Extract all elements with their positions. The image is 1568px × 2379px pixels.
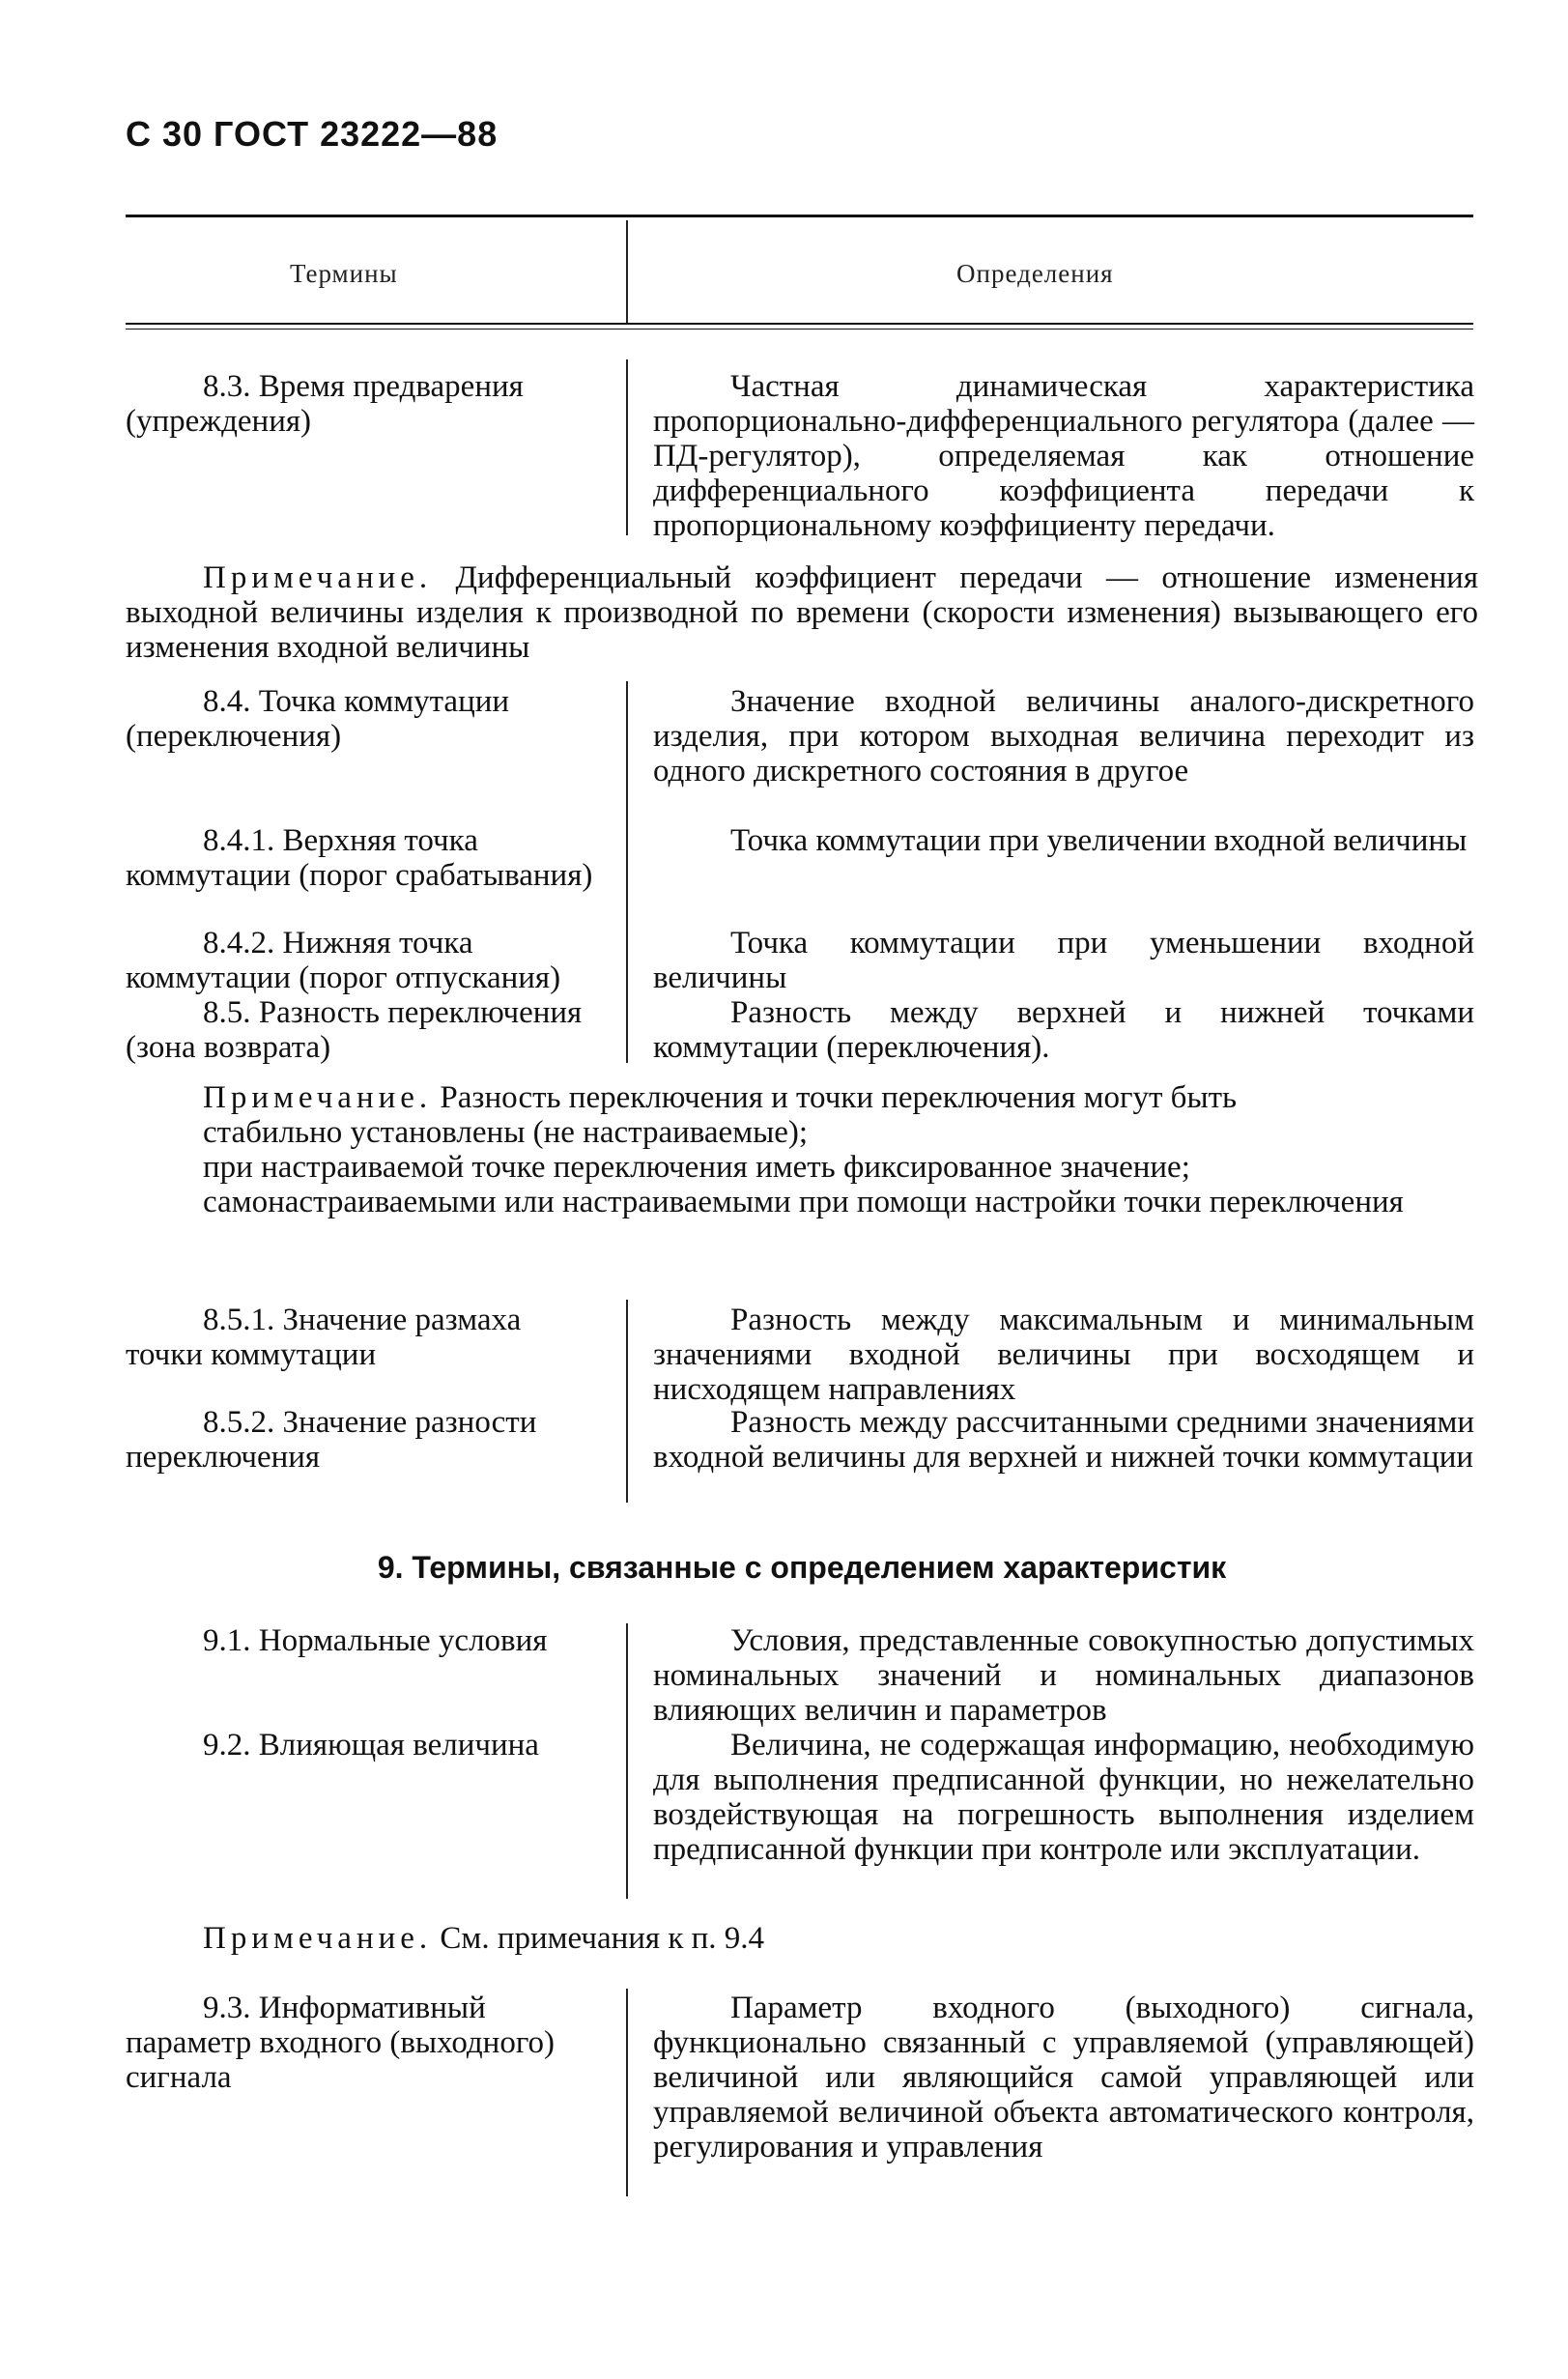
note-switching-difference — [126, 1080, 1478, 1219]
term-8-4: 8.4. Точка коммутации (переключения) — [126, 684, 510, 754]
definition-9-3: Параметр входного (выходного) сигнала, функционально связанный с управляемой (управляющей) величиной или являющийся самой управляющей или управляемой величиной объекта автоматического контроля, регулирования и управления — [653, 1991, 1474, 2164]
column-divider — [626, 359, 628, 535]
definition-8-5-2: Разность между рассчитанными средними значениями входной величины для верхней и нижней точки коммутации — [653, 1405, 1474, 1475]
definition-8-5: Разность между верхней и нижней точками коммутации (переключения). — [653, 995, 1474, 1065]
note-line: при настраиваемой точке переключения иметь фиксированное значение; — [203, 1150, 1190, 1185]
term-8-5: 8.5. Разность переключения (зона возврата) — [126, 995, 583, 1065]
column-divider — [626, 1989, 628, 2196]
column-divider — [626, 681, 628, 1063]
note-label: Примечание. — [203, 560, 433, 595]
definition-9-1: Условия, представленные совокупностью допустимых номинальных значений и номинальных диапазонов влияющих величин и параметров — [653, 1623, 1474, 1728]
definition-8-3: Частная динамическая характеристика пропорционально-дифференциального регулятора (далее — ПД-регулятор), определяемая как отношение дифференциального коэффициента передачи к пропорциональному коэффициенту передачи. — [653, 369, 1474, 543]
note-label: Примечание. — [203, 1080, 433, 1115]
note-differential-coefficient — [126, 560, 1478, 665]
note-text: Дифференциальный коэффициент передачи — отношение изменения выходной величины изделия к производной по времени (скорости изменения) вызывающего его изменения входной величины — [126, 560, 1478, 665]
term-9-2: 9.2. Влияющая величина — [203, 1728, 539, 1763]
definition-8-5-1: Разность между максимальным и минимальным значениями входной величины при восходящем и нисходящем направлениях — [653, 1303, 1474, 1407]
note-line: самонастраиваемыми или настраиваемыми при помощи настройки точки переключения — [203, 1185, 1404, 1219]
column-divider — [626, 1623, 628, 1899]
column-header-definitions: Определения — [956, 259, 1114, 288]
header-rule-2 — [126, 329, 1473, 330]
definition-9-2: Величина, не содержащая информацию, необходимую для выполнения предписанной функции, но нежелательно воздействующая на погрешность выполнения изделием предписанной функции при контроле или эксплуатации. — [653, 1728, 1474, 1867]
header-column-divider — [626, 220, 628, 323]
note-text: См. примечания к п. 9.4 — [432, 1921, 765, 1956]
column-header-terms: Термины — [290, 259, 398, 288]
term-8-4-2: 8.4.2. Нижняя точка коммутации (порог отпускания) — [126, 926, 561, 995]
note-label: Примечание. — [203, 1921, 433, 1956]
term-8-3: 8.3. Время предварения (упреждения) — [126, 369, 524, 439]
running-header: С 30 ГОСТ 23222—88 — [126, 114, 499, 154]
term-9-3: 9.3. Информативный параметр входного (выходного) сигнала — [126, 1991, 556, 2095]
term-9-1: 9.1. Нормальные условия — [203, 1623, 548, 1658]
term-8-5-2: 8.5.2. Значение разности переключения — [126, 1405, 537, 1475]
column-divider — [626, 1300, 628, 1503]
note-see-9-4 — [126, 1921, 1478, 1956]
note-lead: Разность переключения и точки переключения могут быть — [432, 1080, 1238, 1115]
term-8-4-1: 8.4.1. Верхняя точка коммутации (порог срабатывания) — [126, 823, 593, 893]
definition-8-4-2: Точка коммутации при уменьшении входной величины — [653, 926, 1474, 995]
header-rule-1 — [126, 323, 1473, 325]
definition-8-4: Значение входной величины аналого-дискретного изделия, при котором выходная величина переходит из одного дискретного состояния в другое — [653, 684, 1474, 788]
definition-8-4-1: Точка коммутации при увеличении входной величины — [730, 823, 1468, 858]
term-8-5-1: 8.5.1. Значение размаха точки коммутации — [126, 1303, 522, 1372]
note-line: стабильно установлены (не настраиваемые); — [203, 1115, 809, 1150]
section-9-title: 9. Термины, связанные с определением характеристик — [377, 1550, 1227, 1585]
table-top-rule — [126, 215, 1473, 217]
